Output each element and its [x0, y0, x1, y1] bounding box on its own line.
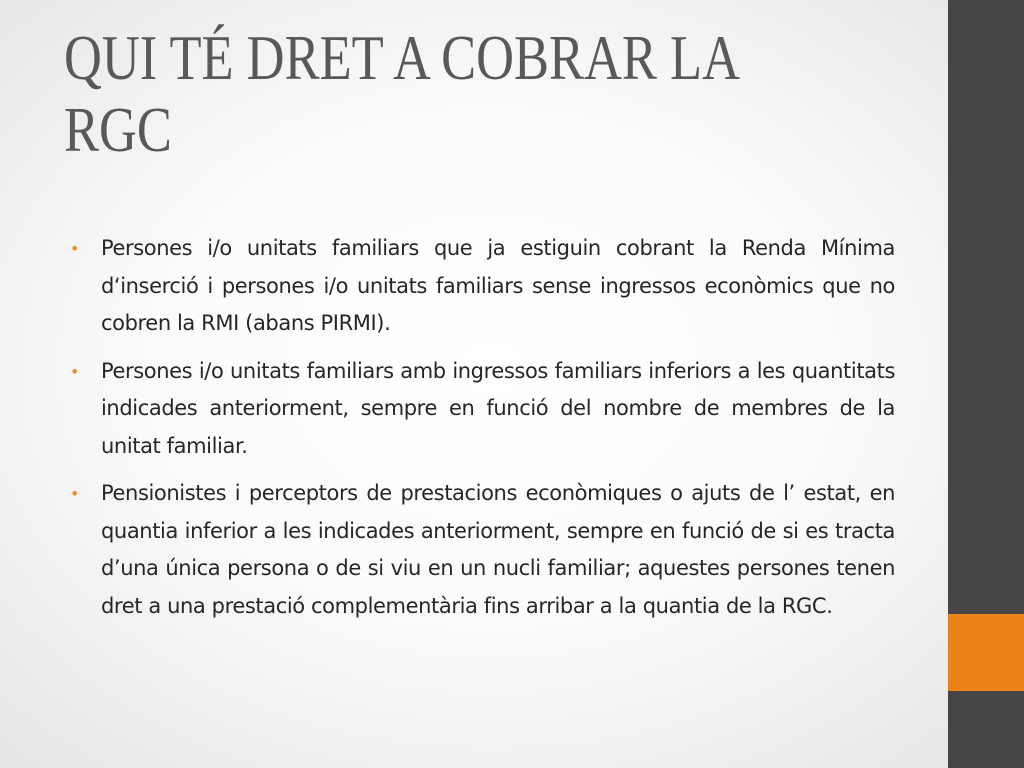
slide-title: QUI TÉ DRET A COBRAR LA RGC	[64, 22, 738, 165]
decorative-accent-block	[948, 614, 1024, 691]
bullet-item-1	[70, 230, 895, 343]
bullet-text: Persones i/o unitats familiars que ja estiguin cobrant la Renda Mínima d‘inserció i persones i/o unitats familiars sense ingressos econòmics que no cobren la RMI (abans PIRMI).	[101, 236, 895, 335]
bullet-text: Pensionistes i perceptors de prestacions econòmiques o ajuts de l’ estat, en quantia inferior a les indicades anteriorment, sempre en funció de si es tracta d’una única persona o de si viu en un nucli familiar; aquestes persones tenen dret a una prestació complementària fins arribar a la quantia de la RGC.	[101, 481, 895, 618]
bullet-icon: •	[70, 239, 80, 258]
bullet-list	[70, 230, 895, 635]
bullet-text: Persones i/o unitats familiars amb ingressos familiars inferiors a les quantitats indicades anteriorment, sempre en funció del nombre de membres de la unitat familiar.	[101, 358, 895, 458]
bullet-item-2	[70, 353, 895, 466]
bullet-icon: •	[70, 361, 80, 381]
bullet-item-3	[70, 475, 895, 625]
bullet-icon: •	[70, 484, 80, 503]
